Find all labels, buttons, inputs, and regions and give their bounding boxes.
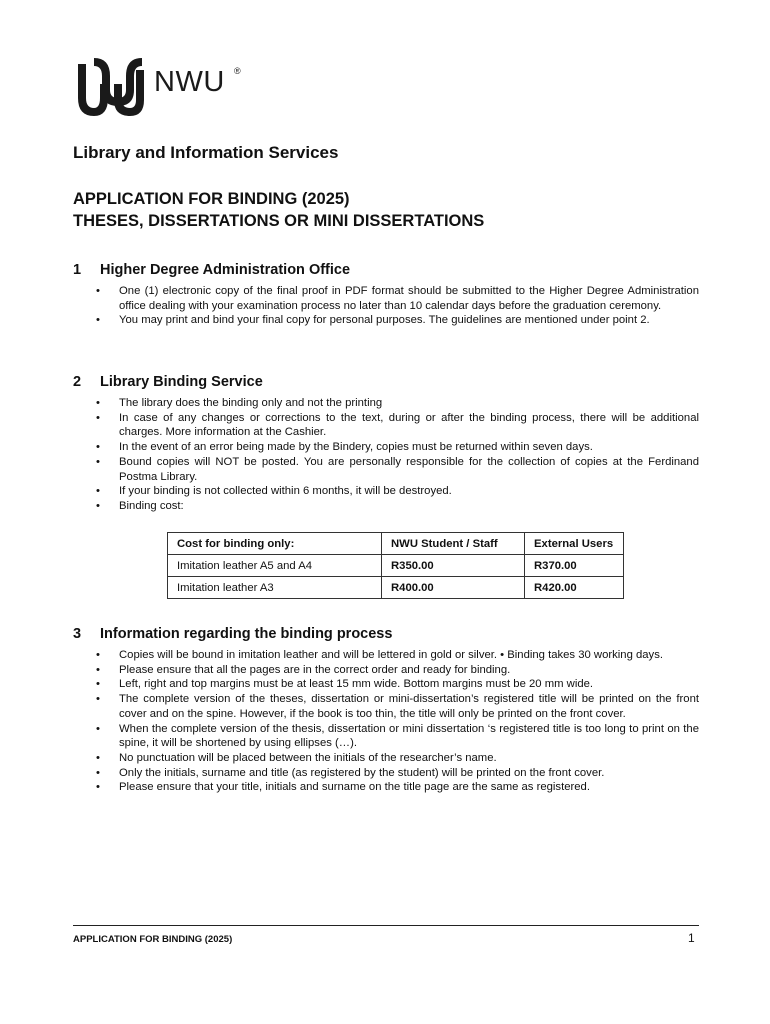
footer-divider [73,925,699,926]
column-header: NWU Student / Staff [382,533,525,555]
section-title: Library Binding Service [100,374,263,390]
bullet-list [73,284,699,328]
bullet-icon: • [96,766,100,779]
table-cell: Imitation leather A3 [168,577,382,599]
bullet-icon: • [96,285,100,297]
document-title [73,188,484,232]
table-row [168,577,624,599]
bullet-icon: • [96,499,100,512]
table-cell: R370.00 [525,555,624,577]
document-title-line2: THESES, DISSERTATIONS OR MINI DISSERTATIONS [73,212,485,230]
table-cell: R420.00 [525,577,624,599]
table-cell: Imitation leather A5 and A4 [168,555,382,577]
list-item: • Binding cost: [96,499,184,512]
registered-mark: ® [234,66,241,76]
bullet-icon: • [96,411,100,424]
footer-title: APPLICATION FOR BINDING (2025) [73,934,233,945]
table-cell: R350.00 [382,555,525,577]
bullet-icon: • [96,722,100,735]
list-item: • The complete version of the theses, dissertation or mini-dissertation’s registered title will be printed on the front cover and on the spine. However, if the book is too thin, the title will only be printed on the front cover. [96,693,699,720]
bullet-icon: • [96,693,100,706]
bullet-icon: • [96,781,100,794]
section-number: 1 [73,262,82,278]
table-row [168,555,624,577]
nwu-logo [74,54,249,120]
list-item: • Copies will be bound in imitation leather and will be lettered in gold or silver. • Binding takes 30 working days. [96,649,663,661]
section-title: Information regarding the binding process [100,626,393,642]
list-item: • Please ensure that all the pages are in the correct order and ready for binding. [96,663,511,676]
bullet-icon: • [96,678,100,691]
list-item: • Bound copies will NOT be posted. You are personally responsible for the collection of copies at the Ferdinand Postma Library. [96,455,699,483]
list-item: • One (1) electronic copy of the final proof in PDF format should be submitted to the Higher Degree Administration office dealing with your examination process no later than 10 calendar days before the graduation ceremony. [96,285,699,312]
page-number: 1 [688,931,695,945]
list-item: • In case of any changes or corrections to the text, during or after the binding process, there will be additional charges. More information at the Cashier. [96,411,699,439]
list-item: • Left, right and top margins must be at least 15 mm wide. Bottom margins must be 20 mm wide. [96,678,594,691]
section-higher-degree [73,262,699,328]
list-item: • If your binding is not collected within 6 months, it will be destroyed. [96,485,452,498]
bullet-icon: • [96,663,100,676]
bullet-icon: • [96,314,100,327]
section-title: Higher Degree Administration Office [100,262,351,278]
section-heading [73,626,699,642]
nwu-emblem-icon [74,54,146,120]
list-item: • When the complete version of the thesis, dissertation or mini dissertation ‘s registered title is too long to print on the spine, it will be shortened by using ellipses (…). [96,722,699,750]
section-number: 2 [73,374,82,390]
section-number: 3 [73,626,82,642]
bullet-list [73,396,699,514]
bullet-icon: • [96,485,100,498]
table-header-row [168,533,624,555]
bullet-icon: • [96,455,100,468]
bullet-icon: • [96,397,100,409]
table-cell: R400.00 [382,577,525,599]
list-item: • Only the initials, surname and title (as registered by the student) will be printed on the front cover. [96,766,605,779]
list-item: • The library does the binding only and not the printing [96,397,383,409]
department-title: Library and Information Services [73,143,339,162]
binding-cost-table [167,532,624,599]
bullet-icon: • [96,649,100,661]
section-library-binding [73,374,699,514]
section-heading [73,262,699,278]
bullet-list [73,648,699,795]
document-title-line1: APPLICATION FOR BINDING (2025) [73,190,350,208]
bullet-icon: • [96,441,100,454]
column-header: Cost for binding only: [168,533,382,555]
list-item: • No punctuation will be placed between the initials of the researcher’s name. [96,751,497,764]
section-binding-process [73,626,699,795]
bullet-icon: • [96,751,100,764]
list-item: • Please ensure that your title, initials and surname on the title page are the same as registered. [96,781,590,794]
list-item: • In the event of an error being made by the Bindery, copies must be returned within seven days. [96,441,593,454]
list-item: • You may print and bind your final copy for personal purposes. The guidelines are mentioned under point 2. [96,314,650,327]
column-header: External Users [525,533,624,555]
section-heading [73,374,699,390]
logo-wordmark: NWU [154,66,225,98]
